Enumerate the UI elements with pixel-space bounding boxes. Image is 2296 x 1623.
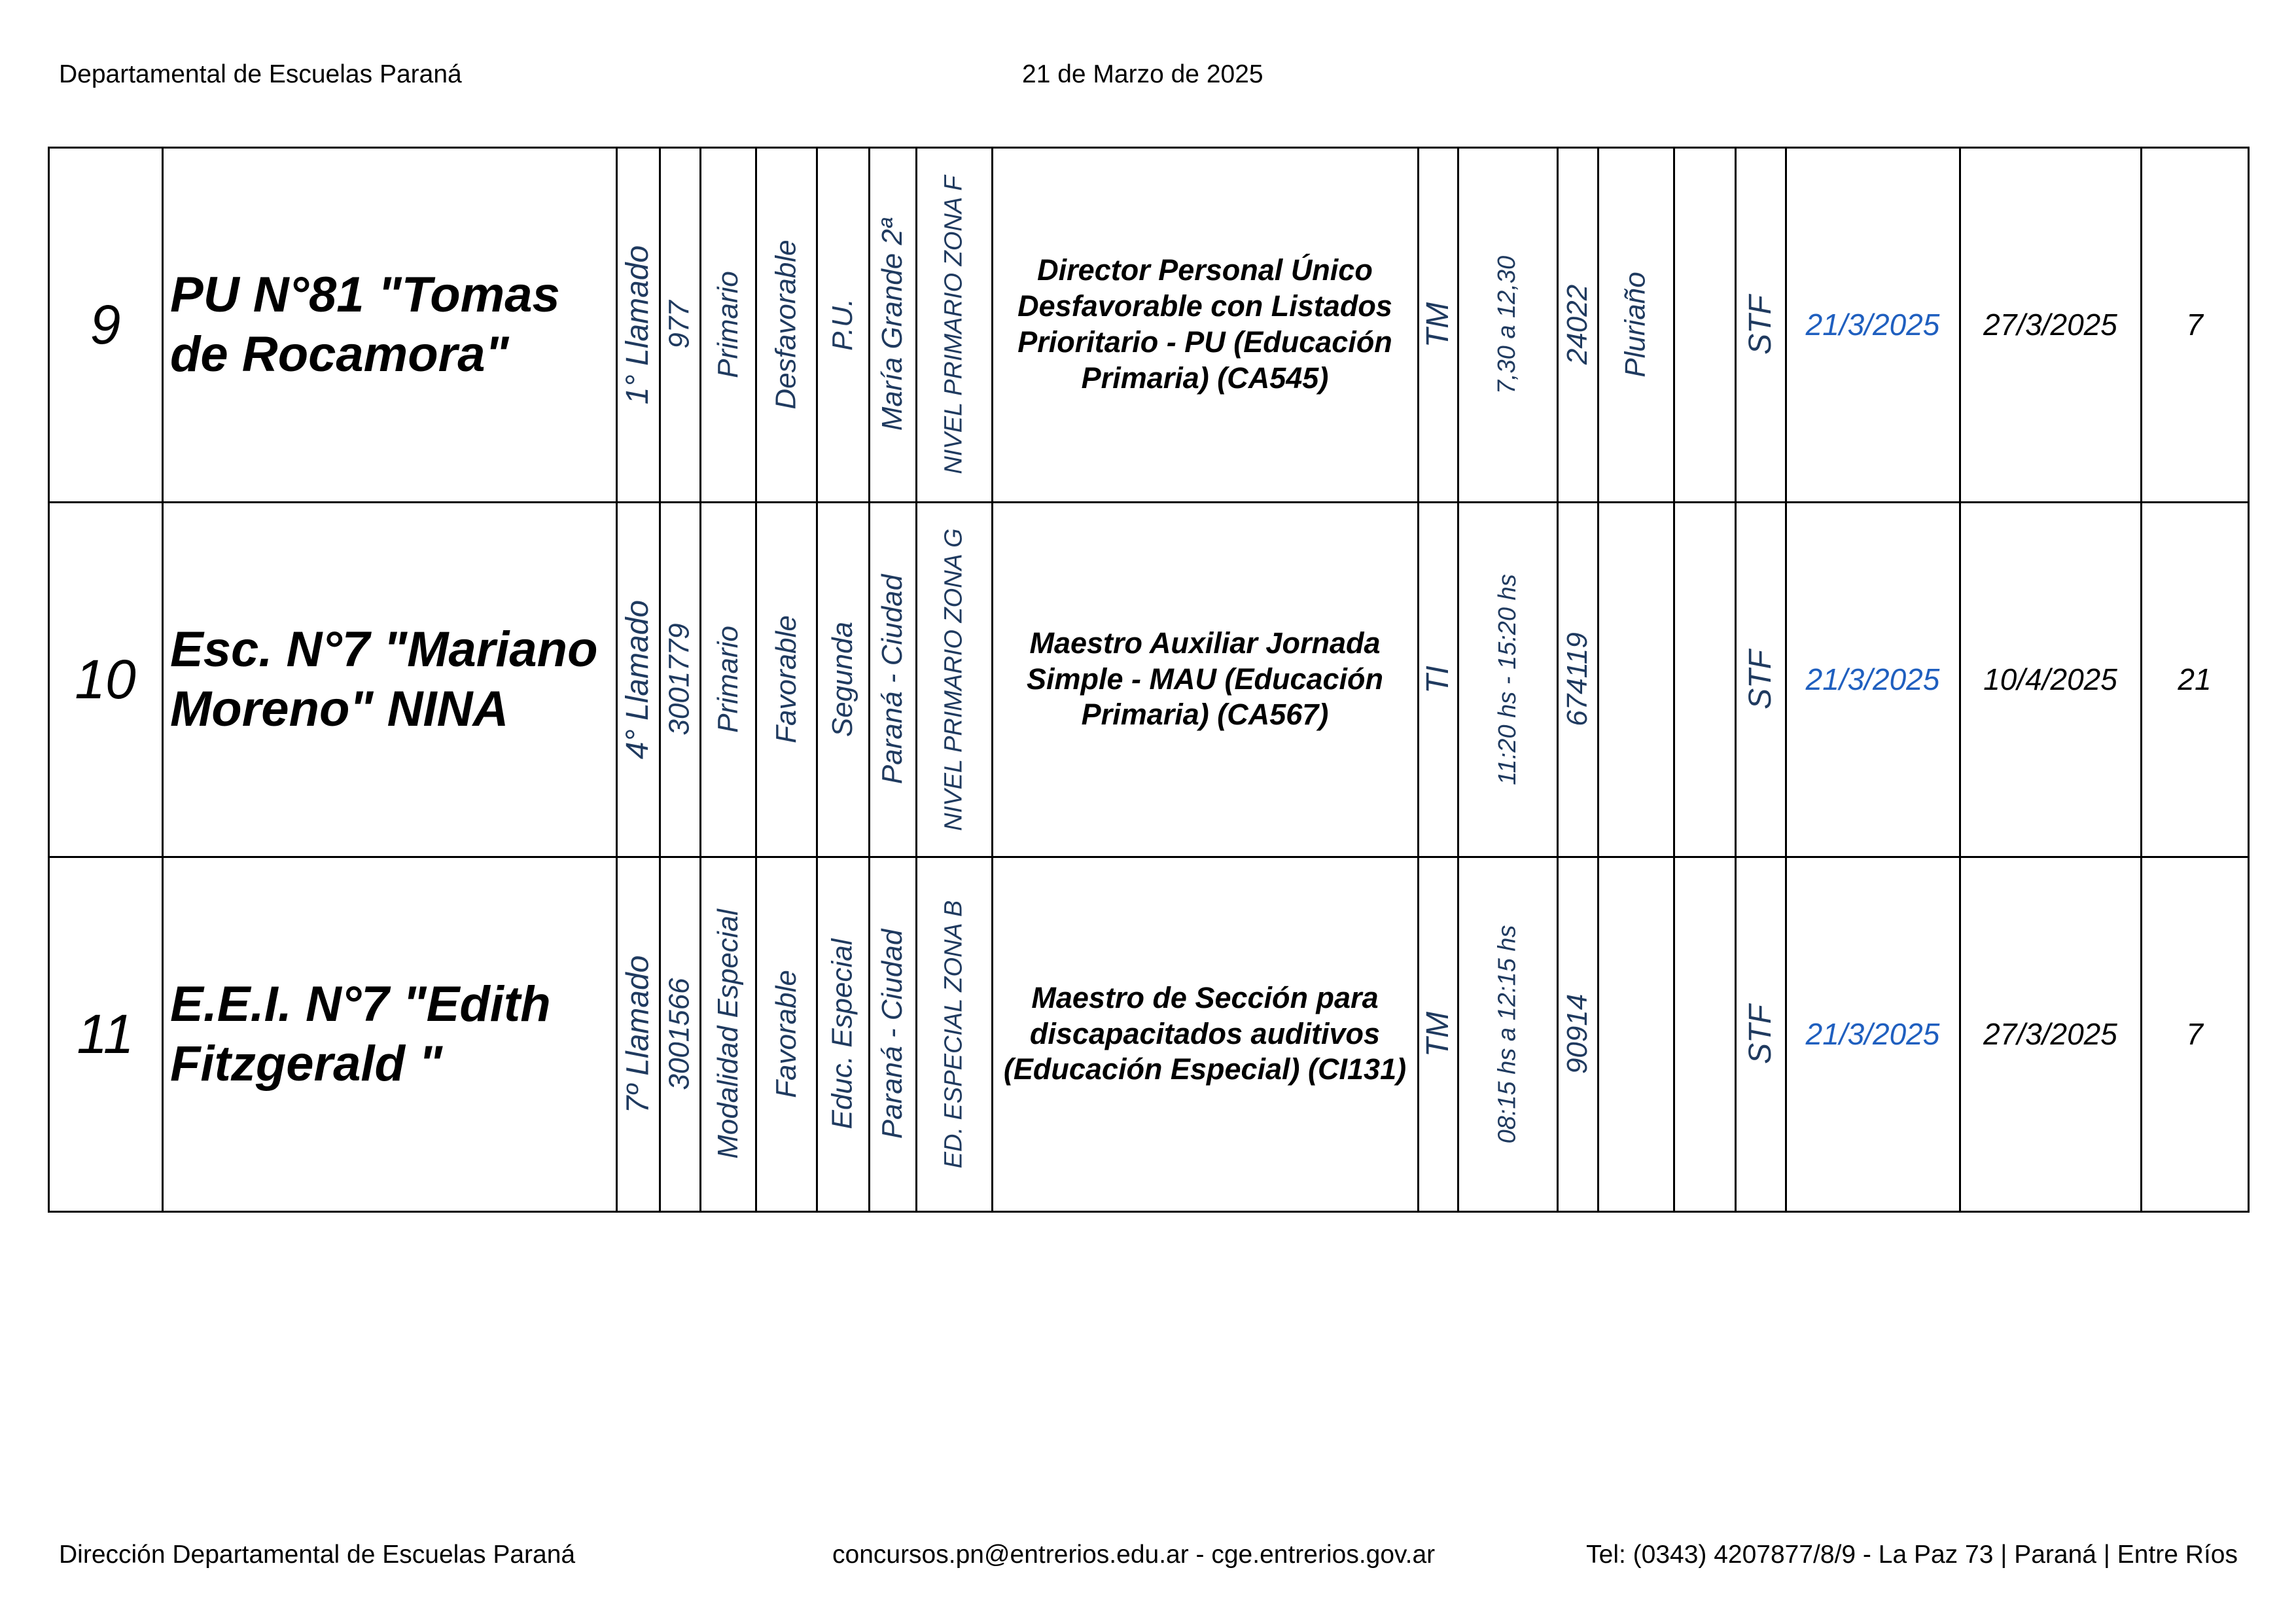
cell-hasta: 27/3/2025 <box>1983 1017 2117 1051</box>
cell-dias: 7 <box>2186 1017 2203 1051</box>
cell-school: Esc. N°7 "Mariano Moreno" NINA <box>170 621 598 737</box>
cell-categoria <box>817 502 869 857</box>
cell-zona-tipo <box>756 147 817 502</box>
zona-text: ED. ESPECIAL ZONA B <box>940 900 968 1168</box>
situacion-text: STF <box>1743 294 1778 355</box>
cell-hasta: 27/3/2025 <box>1983 308 2117 342</box>
cell-zona <box>916 502 992 857</box>
zona-tipo-text: Favorable <box>769 615 802 743</box>
header-department: Departamental de Escuelas Paraná <box>59 60 462 88</box>
categoria-text: P.U. <box>826 298 858 351</box>
cell-cargo: Maestro de Sección para discapacitados auditivos (Educación Especial) (CI131) <box>1003 980 1407 1086</box>
cell-localidad <box>869 857 916 1211</box>
cell-num: 10 <box>75 648 136 710</box>
turno-text: TM <box>1421 302 1455 348</box>
header-date: 21 de Marzo de 2025 <box>1022 60 1263 88</box>
id-text: 674119 <box>1561 632 1593 726</box>
cell-id <box>1557 502 1598 857</box>
cell-blank <box>1674 502 1735 857</box>
code-text: 977 <box>663 300 696 349</box>
column-divider <box>1417 147 1419 1213</box>
cell-categoria <box>817 857 869 1211</box>
nivel-text: Modalidad Especial <box>711 909 744 1159</box>
column-divider <box>616 147 618 1213</box>
column-divider <box>1735 147 1737 1213</box>
horario-text: 08:15 hs a 12:15 hs <box>1493 925 1521 1143</box>
row-divider <box>48 1211 2250 1213</box>
cell-zona <box>916 147 992 502</box>
llamado-text: 7º Llamado <box>620 955 656 1113</box>
localidad-text: Paraná - Ciudad <box>876 929 909 1139</box>
zona-text: NIVEL PRIMARIO ZONA G <box>940 527 968 831</box>
cell-cargo: Director Personal Único Desfavorable con Listados Prioritario - PU (Educación Primaria) (CA545) <box>1017 253 1392 395</box>
cell-turno <box>1418 502 1458 857</box>
code-text: 3001566 <box>663 978 696 1090</box>
cell-localidad <box>869 147 916 502</box>
cell-dias: 21 <box>2178 662 2212 696</box>
cell-llamado <box>616 502 660 857</box>
cell-situacion <box>1735 857 1786 1211</box>
row-divider <box>48 856 2250 858</box>
row-divider <box>48 501 2250 503</box>
cell-turno <box>1418 857 1458 1211</box>
column-divider <box>2248 147 2250 1213</box>
cell-extra <box>1598 857 1674 1211</box>
column-divider <box>991 147 993 1213</box>
llamado-text: 4° Llamado <box>620 599 656 759</box>
column-divider <box>1557 147 1559 1213</box>
cell-horario <box>1458 502 1557 857</box>
cell-situacion <box>1735 147 1786 502</box>
cell-llamado <box>616 857 660 1211</box>
cell-nivel <box>700 502 756 857</box>
cell-nivel <box>700 147 756 502</box>
localidad-text: María Grande 2ª <box>876 218 908 431</box>
cell-num: 11 <box>77 1003 134 1065</box>
horario-text: 11:20 hs - 15:20 hs <box>1493 573 1521 785</box>
zona-tipo-text: Favorable <box>769 970 802 1098</box>
cell-localidad <box>869 502 916 857</box>
column-divider <box>755 147 757 1213</box>
column-divider <box>868 147 870 1213</box>
categoria-text: Segunda <box>826 621 859 738</box>
cell-code <box>660 857 700 1211</box>
footer-contact: Tel: (0343) 4207877/8/9 - La Paz 73 | Paraná | Entre Ríos <box>1586 1541 2238 1569</box>
zona-text: NIVEL PRIMARIO ZONA F <box>940 175 968 474</box>
cell-situacion <box>1735 502 1786 857</box>
cell-blank <box>1674 857 1735 1211</box>
column-divider <box>1597 147 1599 1213</box>
horario-text: 7,30 a 12,30 <box>1493 255 1521 394</box>
cell-extra <box>1598 147 1674 502</box>
id-text: 90914 <box>1561 993 1594 1075</box>
cell-num: 9 <box>90 293 121 355</box>
zona-tipo-text: Desfavorable <box>769 240 802 410</box>
turno-text: TM <box>1421 1011 1455 1057</box>
column-divider <box>1457 147 1459 1213</box>
column-divider <box>1785 147 1787 1213</box>
cell-dias: 7 <box>2186 308 2203 342</box>
cell-horario <box>1458 147 1557 502</box>
cell-zona-tipo <box>756 857 817 1211</box>
cell-id <box>1557 147 1598 502</box>
row-divider <box>48 147 2250 149</box>
cell-zona <box>916 857 992 1211</box>
cell-desde: 21/3/2025 <box>1805 1017 1940 1051</box>
situacion-text: STF <box>1743 1004 1778 1064</box>
nivel-text: Primario <box>711 626 744 733</box>
column-divider <box>699 147 701 1213</box>
cell-extra <box>1598 502 1674 857</box>
cell-code <box>660 502 700 857</box>
cell-categoria <box>817 147 869 502</box>
code-text: 3001779 <box>663 623 696 736</box>
cell-hasta: 10/4/2025 <box>1983 662 2117 696</box>
extra-text: Pluriaño <box>1619 272 1651 378</box>
llamado-text: 1° Llamado <box>620 245 656 404</box>
cell-desde: 21/3/2025 <box>1805 662 1940 696</box>
column-divider <box>915 147 917 1213</box>
column-divider <box>816 147 818 1213</box>
column-divider <box>2140 147 2142 1213</box>
footer-email-links: concursos.pn@entrerios.edu.ar - cge.entrerios.gov.ar <box>832 1541 1436 1569</box>
nivel-text: Primario <box>711 271 744 378</box>
cell-turno <box>1418 147 1458 502</box>
column-divider <box>162 147 164 1213</box>
cell-llamado <box>616 147 660 502</box>
cell-school: PU N°81 "Tomas de Rocamora" <box>170 266 560 382</box>
cell-zona-tipo <box>756 502 817 857</box>
cell-blank <box>1674 147 1735 502</box>
column-divider <box>48 147 50 1213</box>
cell-desde: 21/3/2025 <box>1805 308 1940 342</box>
cell-school: E.E.I. N°7 "Edith Fitzgerald " <box>170 976 551 1092</box>
cell-cargo: Maestro Auxiliar Jornada Simple - MAU (Educación Primaria) (CA567) <box>1026 626 1384 732</box>
column-divider <box>1959 147 1961 1213</box>
situacion-text: STF <box>1743 649 1778 709</box>
footer-direction: Dirección Departamental de Escuelas Paraná <box>59 1541 576 1569</box>
localidad-text: Paraná - Ciudad <box>876 574 909 785</box>
turno-text: TI <box>1421 665 1455 694</box>
cell-code <box>660 147 700 502</box>
id-text: 24022 <box>1561 284 1594 365</box>
categoria-text: Educ. Especial <box>826 938 858 1130</box>
cell-id <box>1557 857 1598 1211</box>
cell-horario <box>1458 857 1557 1211</box>
column-divider <box>1673 147 1675 1213</box>
cell-nivel <box>700 857 756 1211</box>
column-divider <box>659 147 661 1213</box>
